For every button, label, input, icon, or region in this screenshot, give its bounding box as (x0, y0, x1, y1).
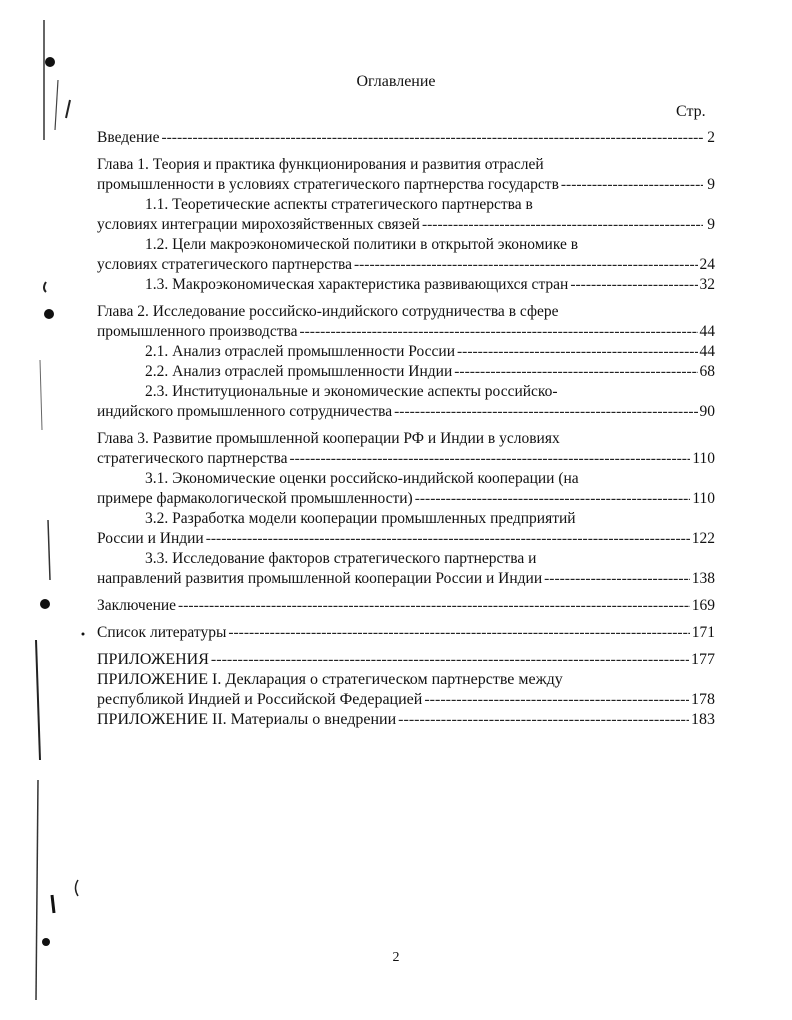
toc-entry-section-3-2: 3.2. Разработка модели кооперации промышленных предприятий России и Индии ----- 122 (97, 509, 715, 549)
toc-entry-chapter-1: Глава 1. Теория и практика функционирования и развития отраслей промышленности в условиях стратегического партнерства государств ----- 9 (97, 155, 715, 195)
toc-entry-section-3-3: 3.3. Исследование факторов стратегического партнерства и направлений развития промышленной кооперации России и Индии ----- 138 (97, 549, 715, 589)
toc-entry-bibliography: Список литературы ----- 171 (97, 623, 715, 643)
toc-page-number: 178 (691, 691, 715, 708)
toc-entry-appendices: ПРИЛОЖЕНИЯ ----- 177 (97, 650, 715, 670)
toc-entry-appendix-1: ПРИЛОЖЕНИЕ I. Декларация о стратегическом партнерстве между республикой Индией и Российской Федерацией ----- 178 (97, 670, 715, 710)
toc-page-number: 44 (699, 343, 715, 360)
toc-page-number: 24 (699, 256, 715, 273)
toc-page-number: 9 (707, 216, 715, 233)
toc-title: Оглавление (356, 73, 436, 90)
page-column-label: Стр. (676, 103, 706, 120)
toc-entry-introduction: Введение ----- 2 (97, 128, 715, 148)
toc-page-number: 32 (699, 276, 715, 293)
toc-entry-conclusion: Заключение ----- 169 (97, 596, 715, 616)
toc-entry-section-3-1: 3.1. Экономические оценки российско-индийской кооперации (на примере фармакологической промышленности) ----- 110 (97, 469, 715, 509)
toc-entry-appendix-2: ПРИЛОЖЕНИЕ II. Материалы о внедрении ----- 183 (97, 710, 715, 730)
toc-entry-section-1-3: 1.3. Макроэкономическая характеристика развивающихся стран ----- 32 (97, 275, 715, 295)
toc-page-number: 90 (699, 403, 715, 420)
page-number: 2 (392, 950, 400, 965)
toc-page-number: 9 (707, 176, 715, 193)
toc-page-number: 122 (691, 530, 715, 547)
toc-entry-section-1-1: 1.1. Теоретические аспекты стратегического партнерства в условиях интеграции мирохозяйственных связей ----- 9 (97, 195, 715, 235)
toc-page-number: 44 (699, 323, 715, 340)
toc-page-number: 110 (692, 450, 715, 467)
toc-page-number: 169 (691, 597, 715, 614)
toc-entry-section-2-1: 2.1. Анализ отраслей промышленности России ----- 44 (97, 342, 715, 362)
toc-page-number: 138 (691, 570, 715, 587)
toc-entry-chapter-2: Глава 2. Исследование российско-индийского сотрудничества в сфере промышленного производства ----- 44 (97, 302, 715, 342)
toc-entry-chapter-3: Глава 3. Развитие промышленной кооперации РФ и Индии в условиях стратегического партнерства ----- 110 (97, 429, 715, 469)
toc-page-number: 110 (692, 490, 715, 507)
toc-page-number: 68 (699, 363, 715, 380)
toc-entry-section-2-3: 2.3. Институциональные и экономические аспекты российско- индийского промышленного сотрудничества ----- 90 (97, 382, 715, 422)
table-of-contents (97, 128, 715, 730)
toc-entry-section-2-2: 2.2. Анализ отраслей промышленности Индии ----- 68 (97, 362, 715, 382)
toc-page-number: 183 (691, 711, 715, 728)
toc-page-number: 2 (707, 129, 715, 146)
toc-page-number: 177 (691, 651, 715, 668)
toc-entry-section-1-2: 1.2. Цели макроэкономической политики в открытой экономике в условиях стратегического партнерства ----- 24 (97, 235, 715, 275)
toc-page-number: 171 (691, 624, 715, 641)
